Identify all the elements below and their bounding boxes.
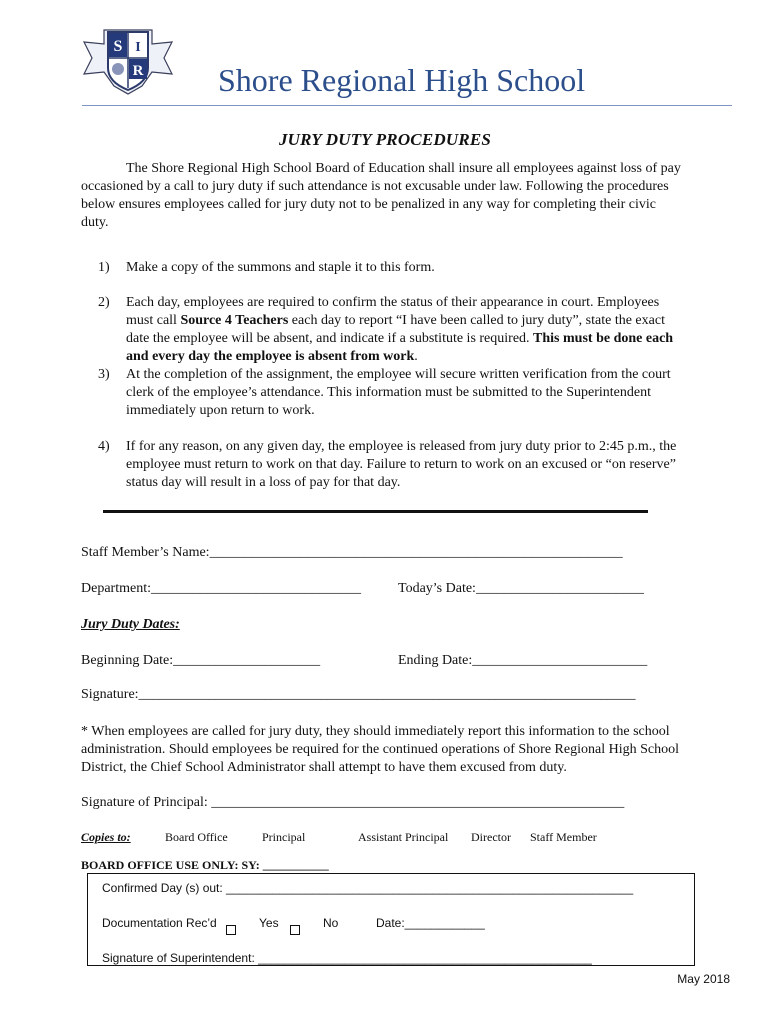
step-text: Make a copy of the summons and staple it to this form. [126, 260, 435, 275]
intro-paragraph [81, 160, 731, 232]
notice-line: District, the Chief School Administrator shall attempt to have them excused from duty. [81, 760, 567, 775]
step-line: immediately upon return to work. [126, 403, 315, 418]
step-number: 3) [98, 367, 110, 382]
documentation-label: Documentation Rec’d [102, 916, 217, 930]
step-line: status day will result in a loss of pay for that day. [126, 475, 401, 490]
step-number: 2) [98, 295, 110, 310]
step-line: employee must return to work on that day. Failure to return to work on an excused or “on reserve” [126, 457, 676, 472]
copy-recipient: Principal [262, 830, 306, 844]
step-number: 1) [98, 260, 110, 275]
copy-recipient: Board Office [165, 830, 228, 844]
section-divider [103, 510, 648, 513]
intro-line: occasioned by a call to jury duty if such attendance is not excusable under law. Following the procedures [81, 179, 669, 194]
signature-field[interactable]: Signature:_______________________________________________________________________ [81, 687, 636, 702]
step-line: must call Source 4 Teachers each day to report “I have been called to jury duty”, state the exact [126, 313, 665, 328]
step-text [126, 366, 671, 420]
source4-emphasis: Source 4 Teachers [180, 313, 289, 328]
principal-signature-field[interactable]: Signature of Principal: ___________________________________________________________ [81, 795, 625, 810]
daily-emphasis: This must be done each [533, 331, 674, 346]
copy-recipient: Assistant Principal [358, 830, 449, 844]
step-text [126, 438, 676, 492]
step-line: date the employee will be absent, and indicate if a substitute is required. This must be done each [126, 331, 674, 346]
jury-dates-heading: Jury Duty Dates: [81, 617, 180, 632]
svg-text:S: S [113, 38, 123, 55]
staff-name-field[interactable]: Staff Member’s Name:___________________________________________________________ [81, 545, 623, 560]
school-name-heading: Shore Regional High School [218, 62, 586, 98]
step-line: Each day, employees are required to confirm the status of their appearance in court. Employees [126, 295, 660, 310]
svg-text:I: I [135, 40, 141, 55]
copy-recipient: Staff Member [530, 830, 597, 844]
documentation-checkbox-no[interactable] [290, 925, 300, 935]
step-text [126, 294, 673, 366]
document-title: JURY DUTY PROCEDURES [278, 130, 492, 149]
intro-line: duty. [81, 215, 109, 230]
step-number: 4) [98, 439, 110, 454]
school-crest-logo [82, 22, 174, 96]
received-date-field[interactable]: Date:____________ [376, 916, 485, 930]
beginning-date-field[interactable]: Beginning Date:_____________________ [81, 653, 321, 668]
revision-date: May 2018 [677, 972, 730, 986]
ending-date-field[interactable]: Ending Date:_________________________ [398, 653, 648, 668]
board-office-heading: BOARD OFFICE USE ONLY: SY: ___________ [81, 858, 329, 872]
confirmed-days-field[interactable]: Confirmed Day (s) out: _____________________________________________________________ [102, 881, 634, 895]
daily-emphasis-cont: and every day the employee is absent from work [126, 349, 415, 364]
department-field[interactable]: Department:______________________________ [81, 581, 361, 596]
documentation-checkbox-yes[interactable] [226, 925, 236, 935]
notice-line: administration. Should employees be required for the continued operations of Shore Regional High School [81, 742, 679, 757]
todays-date-field[interactable]: Today’s Date:________________________ [398, 581, 644, 596]
header-divider [82, 105, 732, 106]
yes-label: Yes [259, 916, 279, 930]
step-line: and every day the employee is absent from work. [126, 349, 418, 364]
svg-text:R: R [132, 63, 144, 79]
superintendent-signature-field[interactable]: Signature of Superintendent: __________________________________________________ [102, 951, 592, 965]
step-line: At the completion of the assignment, the employee will secure written verification from the court [126, 367, 671, 382]
notice-line: * When employees are called for jury duty, they should immediately report this information to the school [81, 724, 670, 739]
step-line: If for any reason, on any given day, the employee is released from jury duty prior to 2:45 p.m., the [126, 439, 677, 454]
copy-recipient: Director [471, 830, 511, 844]
intro-line: The Shore Regional High School Board of Education shall insure all employees against loss of pay [126, 161, 681, 176]
intro-line: below ensures employees called for jury duty not to be penalized in any way for completing their civic [81, 197, 656, 212]
notice-paragraph [81, 723, 679, 777]
no-label: No [323, 916, 339, 930]
step-line: clerk of the employee’s attendance. This information must be submitted to the Superintendent [126, 385, 651, 400]
copies-to-label: Copies to: [81, 830, 131, 844]
